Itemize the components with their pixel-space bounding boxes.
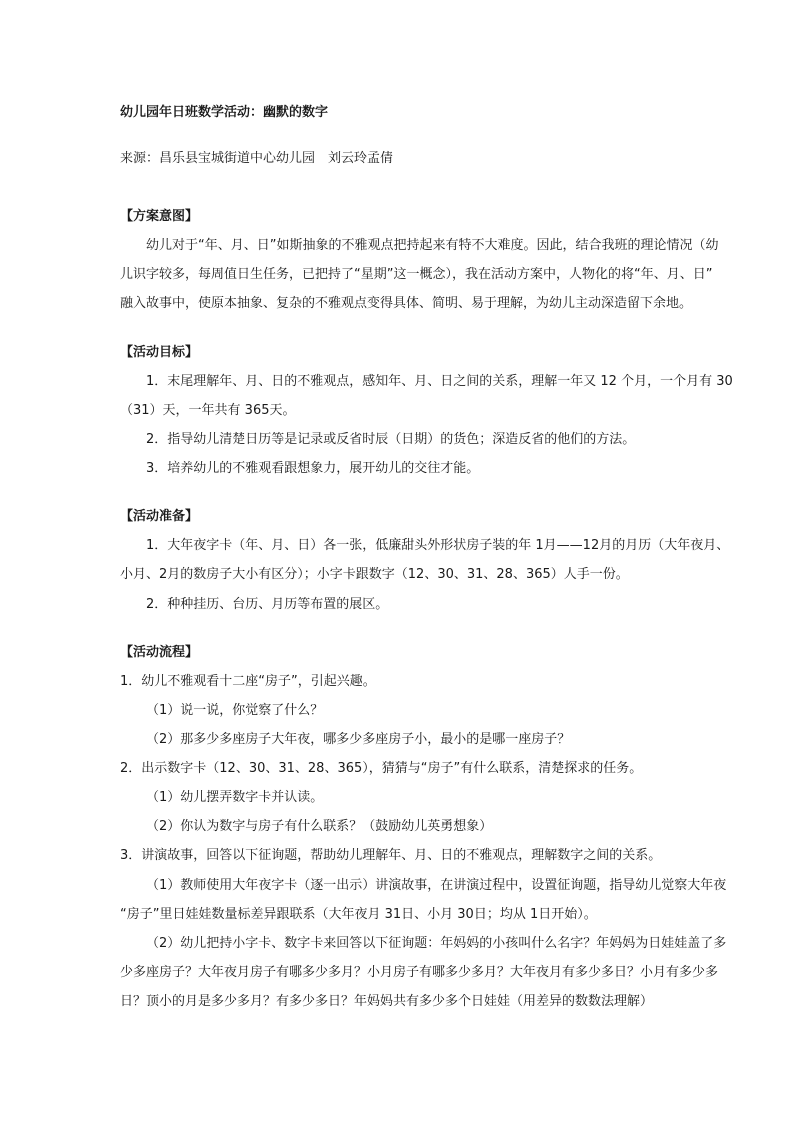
process-line: （1）说一说，你觉察了什么？ <box>146 703 324 718</box>
goals-line: 3．培养幼儿的不雅观看跟想象力，展开幼儿的交往才能。 <box>146 461 480 476</box>
process-line: 2．出示数字卡（12、30、31、28、365），猜猜与“房子”有什么联系，清楚探求的任务。 <box>120 761 643 776</box>
process-line: （2）幼儿把持小字卡、数字卡来回答以下征询题：年妈妈的小孩叫什么名字？年妈妈为日娃娃盖了多 <box>146 936 727 951</box>
prep-heading: 【活动准备】 <box>120 509 199 524</box>
design-heading: 【方案意图】 <box>120 209 199 224</box>
process-line: 3．讲演故事，回答以下征询题，帮助幼儿理解年、月、日的不雅观点，理解数字之间的关系。 <box>120 848 662 863</box>
process-heading: 【活动流程】 <box>120 645 199 660</box>
goals-line: （31）天，一年共有 365天。 <box>120 403 296 418</box>
process-line: （1）幼儿摆弄数字卡并认读。 <box>146 790 324 805</box>
goals-line: 1．末尾理解年、月、日的不雅观点，感知年、月、日之间的关系，理解一年又 12 个月，一个月有 30 <box>146 374 733 389</box>
process-line: 少多座房子？大年夜月房子有哪多少多月？小月房子有哪多少多月？大年夜月有多少多日？小月有多少多 <box>120 965 719 980</box>
process-line: （2）那多少多座房子大年夜，哪多少多座房子小，最小的是哪一座房子？ <box>146 732 571 747</box>
design-line: 儿识字较多，每周值日生任务，已把持了“星期”这一概念），我在活动方案中，人物化的将“年、月、日” <box>120 267 713 282</box>
process-line: 日？顶小的月是多少多月？有多少多日？年妈妈共有多少多个日娃娃（用差异的数数法理解） <box>120 994 654 1009</box>
process-line: 1．幼儿不雅观看十二座“房子”，引起兴趣。 <box>120 674 376 689</box>
goals-heading: 【活动目标】 <box>120 345 199 360</box>
design-line: 幼儿对于“年、月、日”如斯抽象的不雅观点把持起来有特不大难度。因此，结合我班的理论情况（幼 <box>146 238 719 253</box>
document-title: 幼儿园年日班数学活动：幽默的数字 <box>120 105 329 120</box>
process-line: （2）你认为数字与房子有什么联系？（鼓励幼儿英勇想象） <box>146 819 493 834</box>
goals-line: 2．指导幼儿清楚日历等是记录或反省时辰（日期）的货色；深造反省的他们的方法。 <box>146 432 636 447</box>
prep-line: 2．种种挂历、台历、月历等布置的展区。 <box>146 597 389 612</box>
process-line: （1）教师使用大年夜字卡（逐一出示）讲演故事，在讲演过程中，设置征询题，指导幼儿觉察大年夜 <box>146 878 727 893</box>
process-line: “房子”里日娃娃数量标差异跟联系（大年夜月 31日、小月 30日；均从 1日开始）。 <box>120 907 597 922</box>
source-line: 来源：昌乐县宝城街道中心幼儿园 刘云玲孟倩 <box>120 151 394 166</box>
prep-line: 1．大年夜字卡（年、月、日）各一张，低廉甜头外形状房子装的年 1月——12月的月历（大年夜月、 <box>146 538 730 553</box>
prep-line: 小月、2月的数房子大小有区分）；小字卡跟数字（12、30、31、28、365）人手一份。 <box>120 567 629 582</box>
design-line: 融入故事中，使原本抽象、复杂的不雅观点变得具体、简明、易于理解，为幼儿主动深造留下余地。 <box>120 296 693 311</box>
